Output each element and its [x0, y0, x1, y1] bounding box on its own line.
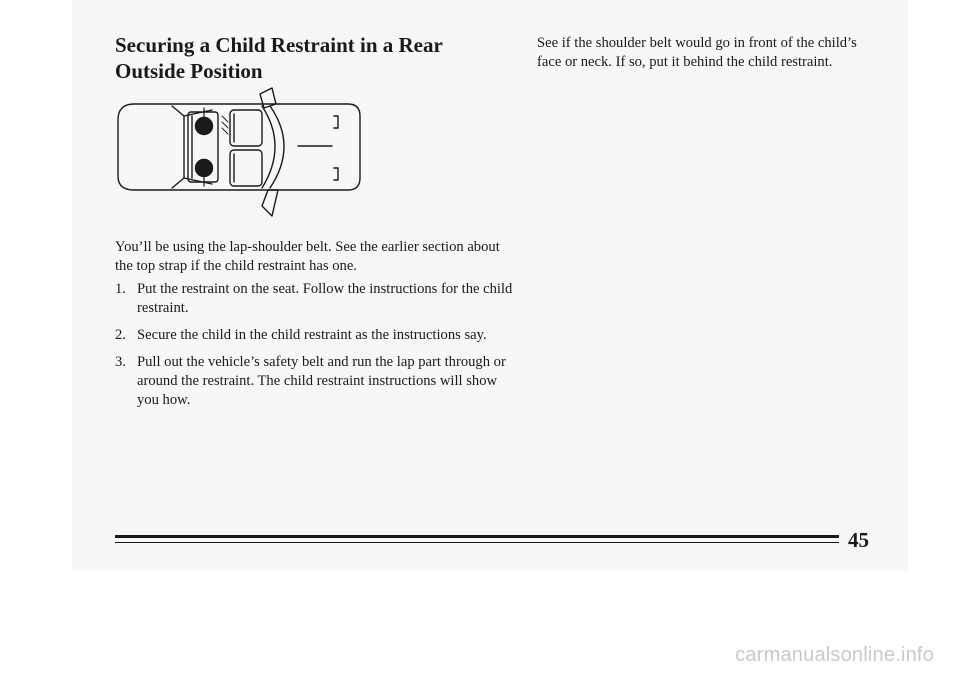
- step-number: 3.: [115, 354, 126, 370]
- list-item: [115, 280, 515, 318]
- list-item: [115, 353, 515, 410]
- step-number: 1.: [115, 281, 126, 297]
- step-text: Put the restraint on the seat. Follow the instructions for the child restraint.: [137, 281, 513, 316]
- page-heading: Securing a Child Restraint in a Rear Outside Position: [115, 33, 443, 83]
- step-text: Secure the child in the child restraint as the instructions say.: [137, 327, 487, 343]
- page-number: 45: [848, 528, 869, 552]
- step-number: 2.: [115, 327, 126, 343]
- vehicle-seating-diagram-icon: [112, 86, 364, 220]
- footer-rule-thin: [115, 542, 839, 543]
- instruction-steps: [115, 280, 515, 418]
- intro-paragraph: You’ll be using the lap-shoulder belt. See the earlier section about the top strap if the child restraint has one.: [115, 239, 500, 274]
- footer-rule-thick: [115, 535, 839, 538]
- watermark-text: carmanualsonline.info: [735, 644, 934, 666]
- list-item: [115, 326, 515, 345]
- shoulder-belt-paragraph: See if the shoulder belt would go in front of the child’s face or neck. If so, put it behind the child restraint.: [537, 35, 857, 70]
- step-text: Pull out the vehicle’s safety belt and run the lap part through or around the restraint. The child restraint instructions will show you how.: [137, 354, 506, 408]
